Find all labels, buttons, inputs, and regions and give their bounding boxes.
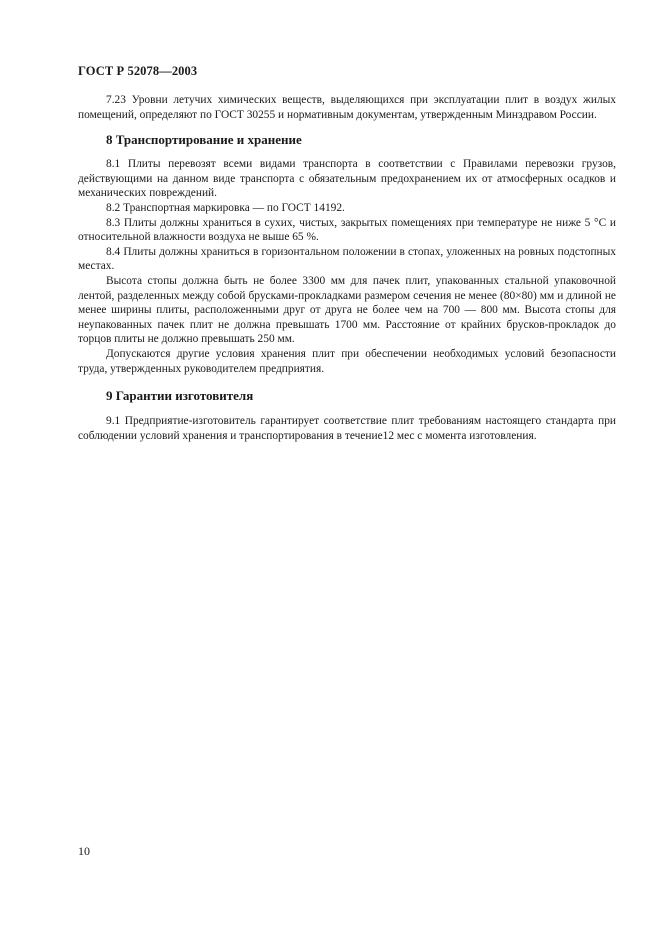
paragraph-8-4-stack-height: Высота стопы должна быть не более 3300 мм для пачек плит, упакованных стальной упаковочной лентой, разделенных между собой брусками-прокладками размером сечения не менее (80×80) мм и длиной не менее ширины плиты, расположенными друг от друга не более чем на 700 — 800 мм. Высота стопы для неупакованных пачек плит не должна превышать 1700 мм. Расстояние от крайних брусков-прокладок до торцов плиты не должно превышать 250 мм.	[78, 274, 616, 346]
paragraph-8-2: 8.2 Транспортная маркировка — по ГОСТ 14192.	[106, 201, 345, 214]
paragraph-8-4-other-conditions: Допускаются другие условия хранения плит при обеспечении необходимых условий безопасности труда, утвержденных руководителем предприятия.	[78, 347, 616, 375]
document-body	[78, 93, 616, 443]
paragraph-9-1: 9.1 Предприятие-изготовитель гарантирует соответствие плит требованиям настоящего стандарта при соблюдении условий хранения и транспортирования в течение12 мес с момента изготовления.	[78, 415, 616, 442]
page-number: 10	[78, 844, 90, 858]
paragraph-8-1: 8.1 Плиты перевозят всеми видами транспорта в соответствии с Правилами перевозки грузов, действующими на данном виде транспорта с обязательным предохранением их от атмосферных осадков и механических повреждений.	[78, 158, 616, 200]
section-heading-8: 8 Транспортирование и хранение	[106, 132, 302, 148]
paragraph-8-4: 8.4 Плиты должны храниться в горизонтальном положении в стопах, уложенных на ровных подстопных местах.	[78, 245, 616, 273]
paragraph-7-23: 7.23 Уровни летучих химических веществ, выделяющихся при эксплуатации плит в воздух жилых помещений, определяют по ГОСТ 30255 и нормативным документам, утвержденным Минздравом России.	[78, 94, 616, 121]
document-header: ГОСТ Р 52078—2003	[78, 64, 198, 78]
section-heading-9: 9 Гарантии изготовителя	[106, 388, 254, 404]
paragraph-8-3: 8.3 Плиты должны храниться в сухих, чистых, закрытых помещениях при температуре не ниже 5 °С и относительной влажности воздуха не выше 65 %.	[78, 216, 616, 244]
